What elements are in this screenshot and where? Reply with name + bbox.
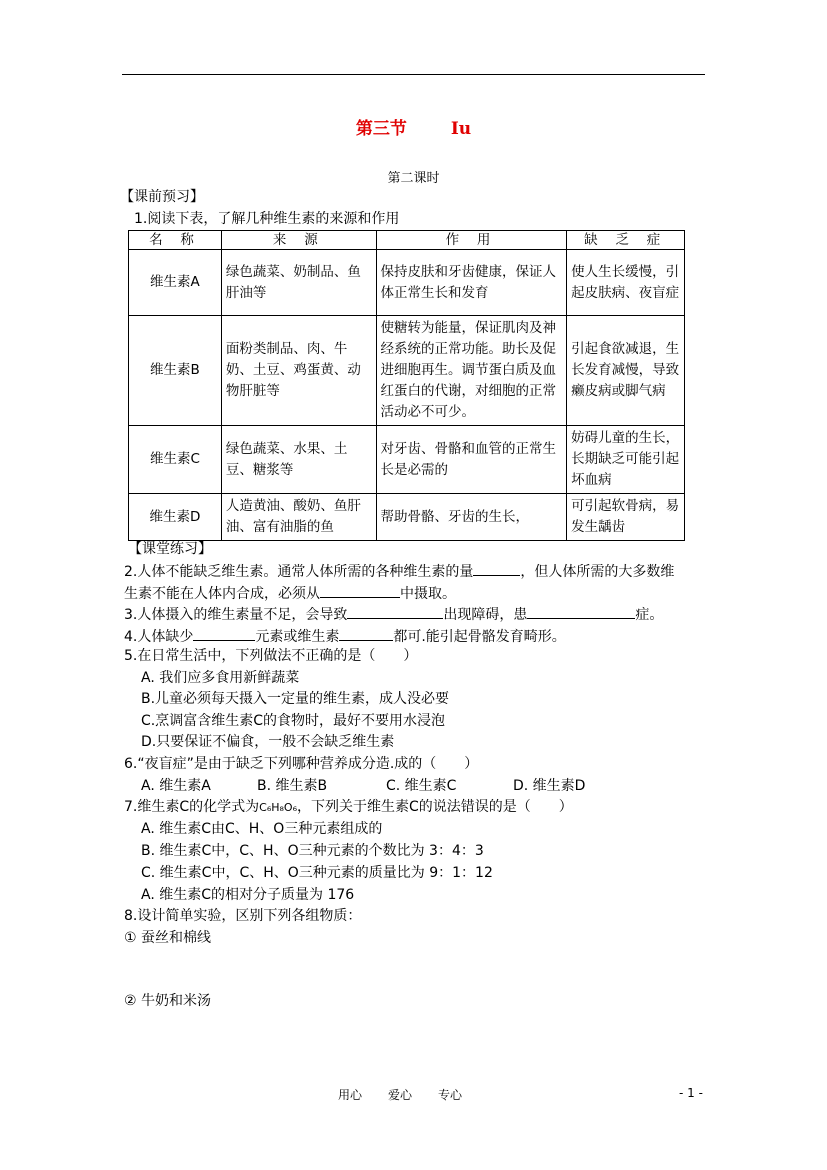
vitamin-source: 面粉类制品、肉、牛奶、土豆、鸡蛋黄、动物肝脏等 [221,316,376,426]
column-header: 来 源 [221,231,376,250]
vitamin-source: 绿色蔬菜、奶制品、鱼肝油等 [221,250,376,316]
option: A. 我们应多食用新鲜蔬菜 [141,670,300,686]
lesson-subtitle: 第二课时 [387,171,440,186]
answer-blank[interactable] [347,604,443,619]
page-title: 第三节 Iu [355,119,472,139]
question-4: 4.人体缺少 元素或维生素 都可.能引起骨骼发育畸形。 [124,626,566,646]
vitamin-function: 使糖转为能量，保证肌肉及神经系统的正常功能。助长及促进细胞再生。调节蛋白质及血红蛋白的代谢，对细胞的正常活动必不可少。 [376,316,567,426]
option: A. 维生素A [141,778,211,794]
table-header-row [129,231,685,250]
chemical-formula: C₆H₈O₆ [259,801,297,814]
preview-heading: 【课前预习】 [120,189,204,205]
vitamin-deficiency: 引起食欲减退，生长发育减慢，导致癞皮病或脚气病 [567,316,685,426]
footer-text: 爱心 [388,1088,413,1102]
option: C. 维生素C [386,778,457,794]
question-2-cont: 生素不能在人体内合成，必须从 中摄取。 [124,583,456,603]
sub-item: ② 牛奶和米汤 [124,993,212,1009]
vitamin-name: 维生素D [129,494,222,541]
option: B. 维生素C中，C、H、O三种元素的个数比为 3：4：3 [141,843,484,859]
table-row [129,426,685,494]
option: B. 维生素B [257,778,328,794]
question-3: 3.人体摄入的维生素量不足，会导致 出现障碍，患 症。 [124,604,663,624]
column-header: 作 用 [376,231,567,250]
header-rule [122,74,705,75]
page-number: - 1 - [679,1086,703,1100]
vitamin-source: 绿色蔬菜、水果、土豆、糖浆等 [221,426,376,494]
vitamin-function: 保持皮肤和牙齿健康，保证人体正常生长和发育 [376,250,567,316]
practice-heading: 【课堂练习】 [128,541,212,557]
vitamin-table [128,230,685,541]
vitamin-name: 维生素B [129,316,222,426]
question-2: 2.人体不能缺乏维生素。通常人体所需的各种维生素的量 ，但人体所需的大多数维 [124,561,674,581]
table-row [129,316,685,426]
footer-text: 用心 [338,1088,363,1102]
sub-item: ① 蚕丝和棉线 [124,930,212,946]
answer-blank[interactable] [193,626,255,641]
table-row [129,250,685,316]
question-8: 8.设计简单实验，区别下列各组物质： [124,908,362,924]
vitamin-deficiency: 使人生长缓慢，引起皮肤病、夜盲症 [567,250,685,316]
option: D.只要保证不偏食，一般不会缺乏维生素 [141,734,395,750]
option: A. 维生素C的相对分子质量为 176 [141,887,355,903]
option: A. 维生素C由C、H、O三种元素组成的 [141,821,383,837]
question-1: 1.阅读下表，了解几种维生素的来源和作用 [134,211,400,227]
vitamin-deficiency: 可引起软骨病，易发生龋齿 [567,494,685,541]
footer-text: 专心 [438,1088,463,1102]
option: C.烹调富含维生素C的食物时，最好不要用水浸泡 [141,713,445,729]
answer-blank[interactable] [527,604,635,619]
answer-blank[interactable] [339,626,393,641]
column-header: 名 称 [129,231,222,250]
option: B.儿童必须每天摄入一定量的维生素，成人没必要 [141,691,450,707]
vitamin-name: 维生素A [129,250,222,316]
vitamin-function: 帮助骨骼、牙齿的生长， [376,494,567,541]
option: D. 维生素D [513,778,586,794]
option: C. 维生素C中，C、H、O三种元素的质量比为 9：1：12 [141,865,493,881]
question-5: 5.在日常生活中，下列做法不正确的是（ ） [124,648,418,664]
answer-blank[interactable] [320,583,400,598]
answer-blank[interactable] [473,561,520,576]
vitamin-source: 人造黄油、酸奶、鱼肝油、富有油脂的鱼 [221,494,376,541]
vitamin-deficiency: 妨碍儿童的生长，长期缺乏可能引起坏血病 [567,426,685,494]
question-7: 7.维生素C的化学式为C₆H₈O₆，下列关于维生素C的说法错误的是（ ） [124,799,573,815]
vitamin-function: 对牙齿、骨骼和血管的正常生长是必需的 [376,426,567,494]
vitamin-name: 维生素C [129,426,222,494]
table-row [129,494,685,541]
column-header: 缺 乏 症 [567,231,685,250]
question-6: 6.“夜盲症”是由于缺乏下列哪种营养成分造.成的（ ） [124,756,479,772]
